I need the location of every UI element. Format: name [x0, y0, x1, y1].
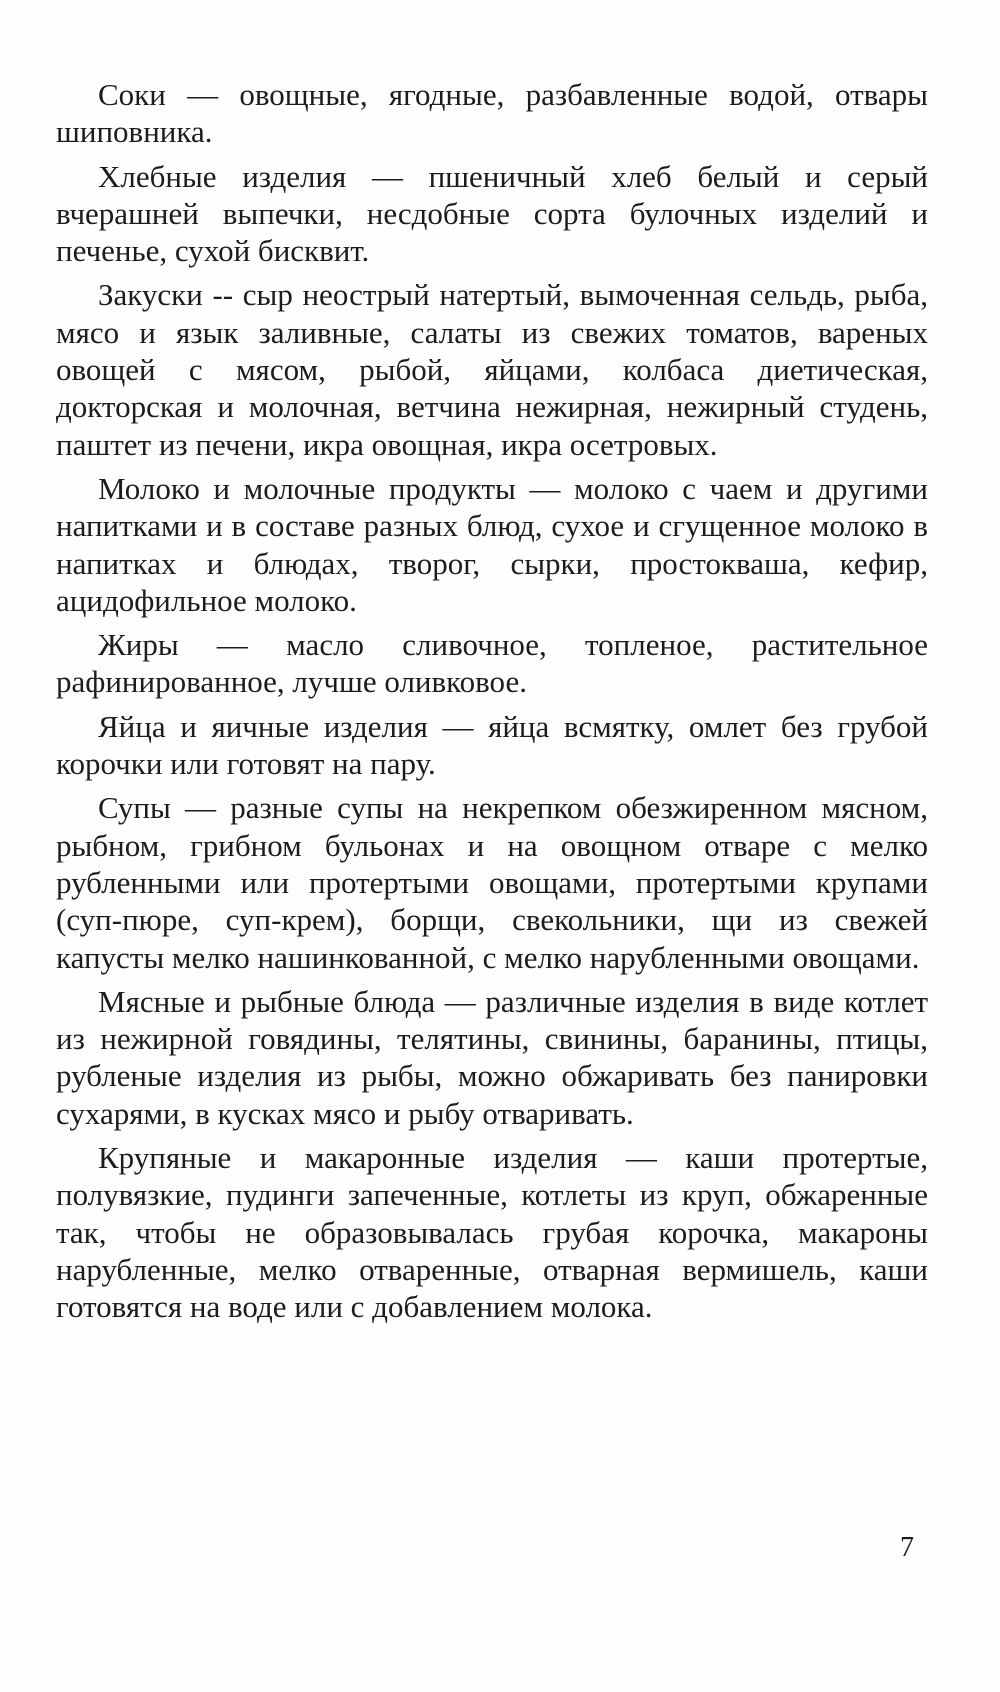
paragraph-meat-fish: Мясные и рыбные блюда — различные изделия в виде котлет из нежирной говядины, телятины, свинины, баранины, птицы, рубленые изделия из рыбы, можно обжаривать без панировки сухарями, в кусках мясо и рыбу отваривать.	[56, 983, 928, 1131]
paragraph-appetizers: Закуски -- сыр неострый натертый, вымоченная сельдь, рыба, мясо и язык заливные, салаты из свежих томатов, вареных овощей с мясом, рыбой, яйцами, колбаса диетическая, докторская и молочная, ветчина нежирная, нежирный студень, паштет из печени, икра овощная, икра осетровых.	[56, 277, 928, 462]
page-number: 7	[900, 1532, 914, 1563]
paragraph-grains-pasta: Крупяные и макаронные изделия — каши протертые, полувязкие, пудинги запеченные, котлеты из круп, обжаренные так, чтобы не образовывалась грубая корочка, макароны нарубленные, мелко отваренные, отварная вермишель, каши готовятся на воде или с добавлением молока.	[56, 1140, 928, 1325]
paragraph-juices: Соки — овощные, ягодные, разбавленные водой, отвары шиповника.	[56, 77, 928, 150]
paragraph-fats: Жиры — масло сливочное, топленое, растительное рафинированное, лучше оливковое.	[56, 627, 928, 700]
paragraph-soups: Супы — разные супы на некрепком обезжиренном мясном, рыбном, грибном бульонах и на овощном отваре с мелко рубленными или протертыми овощами, протертыми крупами (суп-пюре, суп-крем), борщи, свекольники, щи из свежей капусты мелко нашинкованной, с мелко нарубленными овощами.	[56, 790, 928, 975]
text-column	[56, 76, 928, 1333]
paragraph-eggs: Яйца и яичные изделия — яйца всмятку, омлет без грубой корочки или готовят на пару.	[56, 708, 928, 782]
paragraph-dairy: Молоко и молочные продукты — молоко с чаем и другими напитками и в составе разных блюд, сухое и сгущенное молоко в напитках и блюдах, творог, сырки, простокваша, кефир, ацидофильное молоко.	[56, 470, 928, 618]
paragraph-bread: Хлебные изделия — пшеничный хлеб белый и серый вчерашней выпечки, несдобные сорта булочных изделий и печенье, сухой бисквит.	[56, 158, 928, 269]
